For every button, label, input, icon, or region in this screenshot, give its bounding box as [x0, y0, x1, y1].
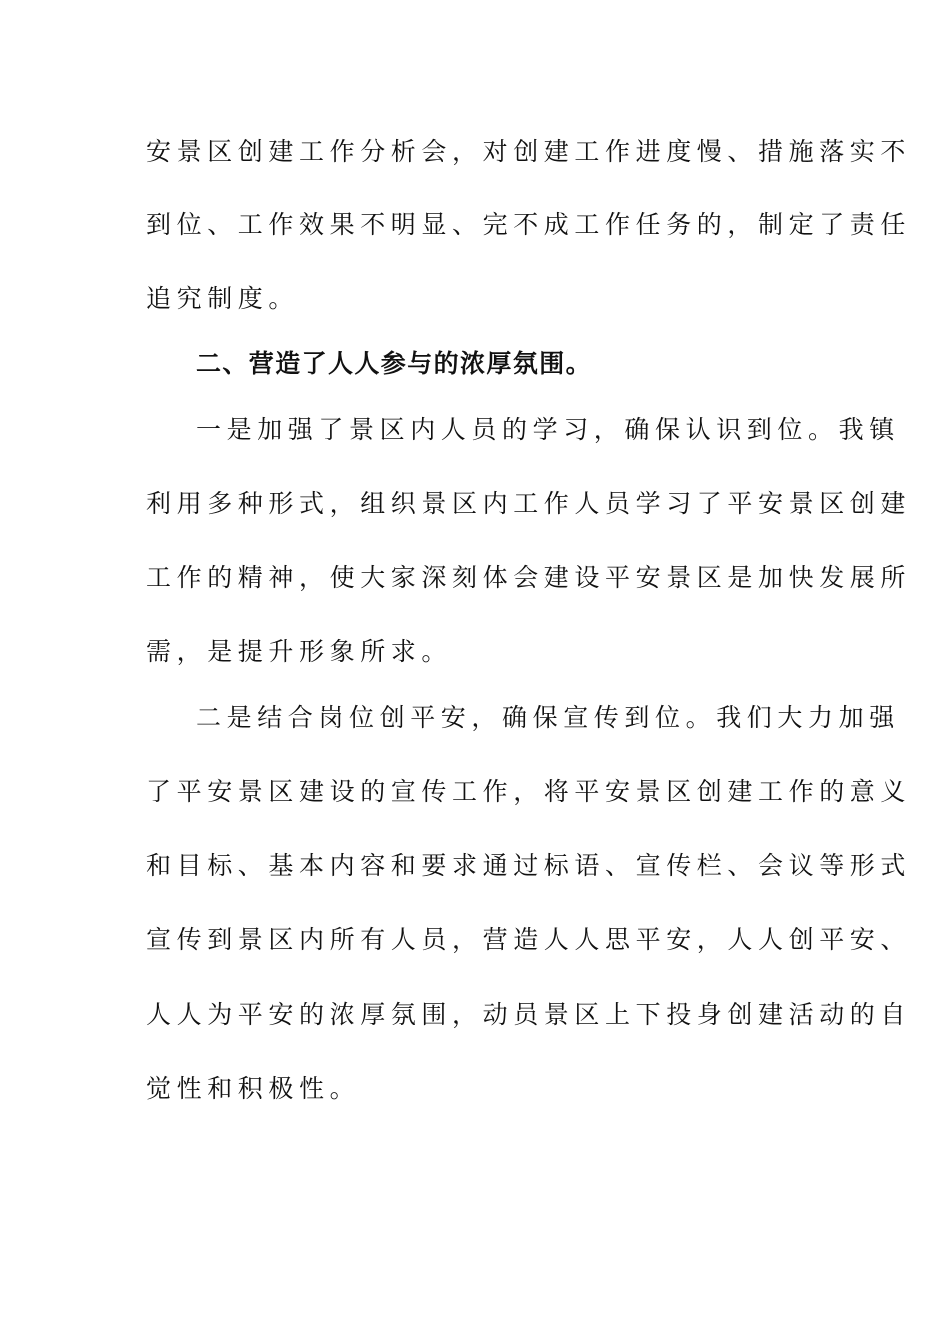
paragraph-line: 需，是提升形象所求。 — [146, 637, 453, 666]
paragraph-line: 和目标、基本内容和要求通过标语、宣传栏、会议等形式 — [146, 851, 912, 880]
paragraph-line: 宣传到景区内所有人员，营造人人思平安，人人创平安、 — [146, 925, 912, 954]
paragraph-line: 二是结合岗位创平安，确保宣传到位。我们大力加强 — [196, 703, 900, 732]
paragraph-line: 利用多种形式，组织景区内工作人员学习了平安景区创建 — [146, 489, 912, 518]
paragraph-line: 追究制度。 — [146, 284, 300, 313]
section-heading: 二、营造了人人参与的浓厚氛围。 — [196, 349, 593, 378]
paragraph-line: 觉性和积极性。 — [146, 1074, 361, 1103]
paragraph-line: 一是加强了景区内人员的学习，确保认识到位。我镇 — [196, 415, 900, 444]
paragraph-line: 到位、工作效果不明显、完不成工作任务的，制定了责任 — [146, 210, 912, 239]
paragraph-line: 了平安景区建设的宣传工作，将平安景区创建工作的意义 — [146, 777, 912, 806]
paragraph-line: 工作的精神，使大家深刻体会建设平安景区是加快发展所 — [146, 563, 912, 592]
paragraph-line: 人人为平安的浓厚氛围，动员景区上下投身创建活动的自 — [146, 1000, 912, 1029]
paragraph-line: 安景区创建工作分析会，对创建工作进度慢、措施落实不 — [146, 137, 912, 166]
